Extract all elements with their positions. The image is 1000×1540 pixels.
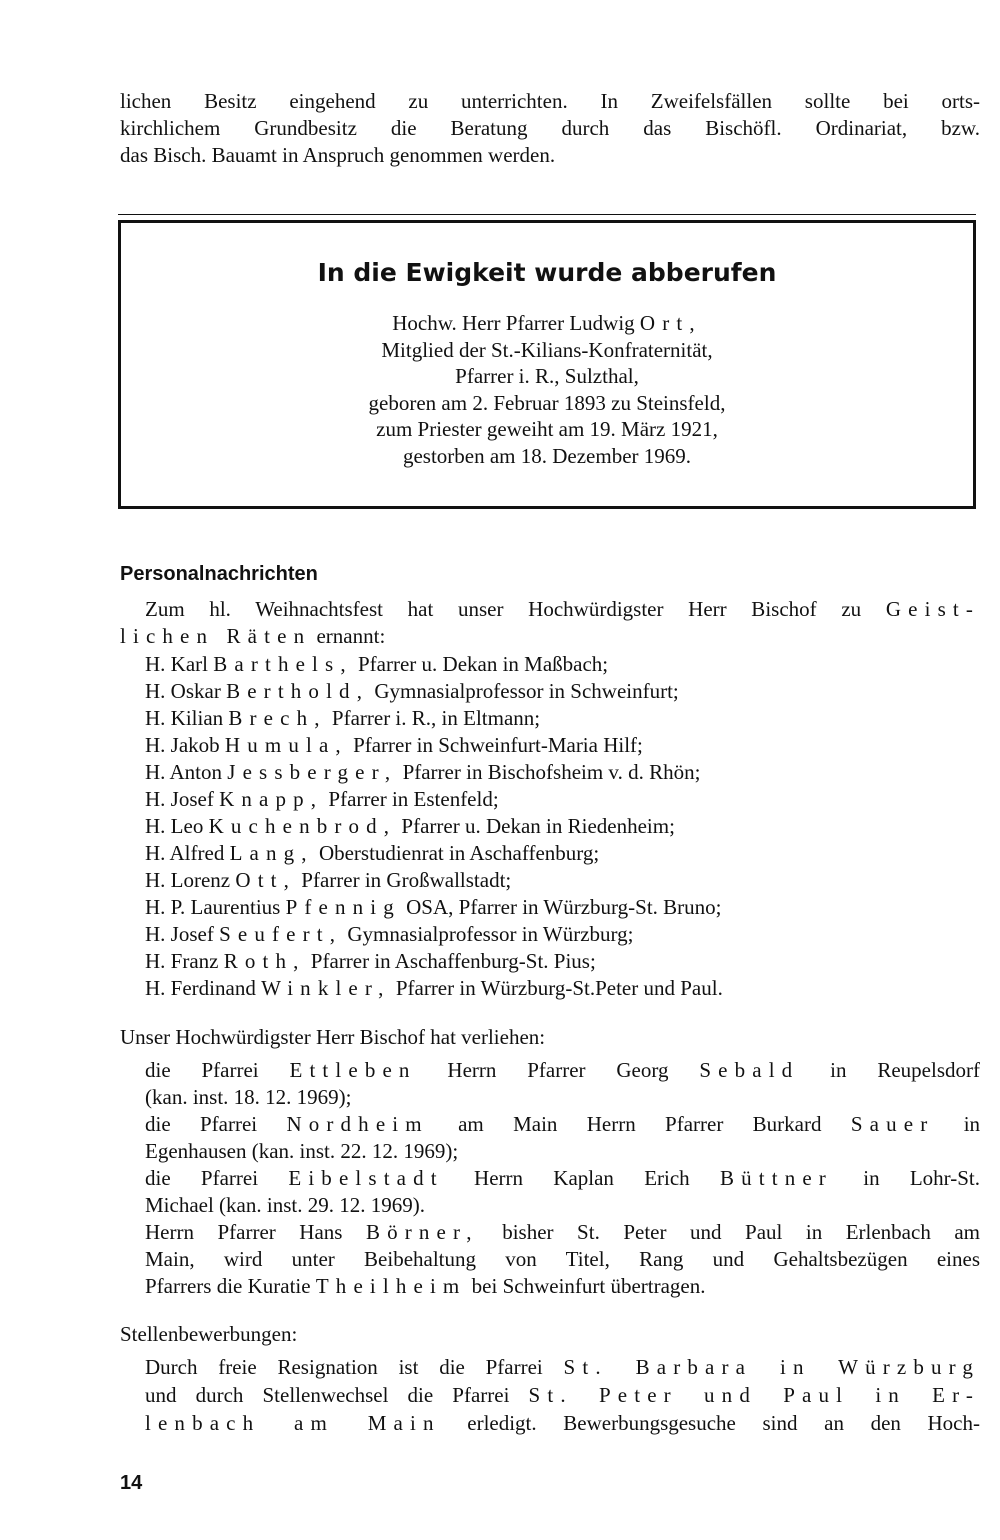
page-number: 14 (120, 1472, 143, 1494)
personal-intro-post: ernannt: (316, 624, 386, 648)
person-name: Sebald (699, 1058, 800, 1082)
personal-intro-text: Zum hl. Weihnachtsfest hat unser Hochwürdigster Herr Bischof zu (145, 597, 862, 621)
verliehen-heading-text: Unser Hochwürdigster Herr Bischof hat verliehen: (120, 1025, 546, 1049)
rat-title: H. Oskar (145, 679, 221, 703)
list-item (145, 732, 980, 759)
parish-name: Ettleben (289, 1058, 417, 1082)
obituary-line-1 (118, 310, 976, 337)
list-item (145, 705, 980, 732)
list-item (145, 975, 980, 1002)
text: Pfarrers die Kuratie (145, 1274, 311, 1298)
personal-intro-line-1 (120, 596, 980, 623)
stellen-line-2 (145, 1382, 980, 1409)
text: in (963, 1112, 981, 1136)
obituary-box (118, 214, 976, 510)
rat-position: Pfarrer in Würzburg-St.Peter und Paul. (395, 976, 723, 1000)
person-name: Sauer (850, 1112, 935, 1136)
obituary-line-4: geboren am 2. Februar 1893 zu Steinsfeld, (368, 390, 726, 415)
rat-title: H. Josef (145, 787, 214, 811)
rat-title: H. Alfred (145, 841, 225, 865)
verliehen-line-5 (145, 1165, 980, 1192)
verliehen-line-9 (145, 1273, 980, 1300)
rat-position: Pfarrer in Aschaffenburg-St. Pius; (310, 949, 596, 973)
rat-name: Lang, (229, 841, 314, 865)
rat-name: Ott, (235, 868, 297, 892)
rat-name: Knapp, (219, 787, 324, 811)
rat-title: H. Anton (145, 760, 223, 784)
text: in Lohr-St. (863, 1166, 981, 1190)
rat-title: H. P. Laurentius (145, 895, 281, 919)
text: bei Schweinfurt übertragen. (471, 1274, 706, 1298)
intro-line-2: kirchlichem Grundbesitz die Beratung durch das Bischöfl. Ordinariat, bzw. (120, 116, 980, 140)
stellen-block (145, 1354, 980, 1381)
rat-title: H. Karl (145, 652, 208, 676)
rat-position: OSA, Pfarrer in Würzburg-St. Bruno; (406, 895, 722, 919)
rat-name: Berthold, (226, 679, 370, 703)
intro-line-3: das Bisch. Bauamt in Anspruch genommen werden. (120, 143, 556, 167)
obituary-line-5: zum Priester geweiht am 19. März 1921, (376, 417, 718, 441)
rat-position: Pfarrer in Bischofsheim v. d. Rhön; (402, 760, 701, 784)
rat-title: H. Josef (145, 922, 214, 946)
list-item (145, 867, 980, 894)
list-item (145, 759, 980, 786)
verliehen-block (145, 1057, 980, 1300)
stellen-line-3 (145, 1410, 980, 1437)
list-item (145, 813, 980, 840)
stellen-heading (120, 1321, 980, 1348)
parish-name: St. Peter und Paul in Er- (528, 1383, 980, 1407)
list-item (145, 894, 980, 921)
text: die Pfarrei (145, 1058, 259, 1082)
list-item (145, 840, 980, 867)
list-item (145, 678, 980, 705)
rat-position: Pfarrer in Estenfeld; (328, 787, 499, 811)
stellen-block-cont (145, 1382, 980, 1409)
rat-name: Seufert, (219, 922, 343, 946)
verliehen-line-7 (145, 1219, 980, 1246)
parish-name: lenbach am Main (145, 1411, 441, 1435)
rat-position: Pfarrer u. Dekan in Riedenheim; (401, 814, 675, 838)
rat-position: Pfarrer in Großwallstadt; (301, 868, 512, 892)
text: Herrn Kaplan Erich (474, 1166, 690, 1190)
rat-name: Kuchenbrod, (208, 814, 397, 838)
text: Durch freie Resignation ist die Pfarrei (145, 1355, 543, 1379)
stellen-block-cont-2 (145, 1410, 980, 1437)
obituary-text (118, 310, 976, 469)
obituary-name-pre: Hochw. Herr Pfarrer Ludwig (392, 311, 635, 335)
box-top-rule (118, 220, 976, 223)
rat-name: Humula, (224, 733, 348, 757)
rat-title: H. Franz (145, 949, 219, 973)
text: in Reupelsdorf (830, 1058, 980, 1082)
section-heading-personal: Personalnachrichten (120, 563, 318, 585)
raete-list (145, 651, 980, 1002)
verliehen-line-1 (145, 1057, 980, 1084)
box-bottom-rule (118, 506, 976, 509)
list-item (145, 651, 980, 678)
rat-title: H. Kilian (145, 706, 224, 730)
stellen-line-1 (145, 1354, 980, 1381)
stellen-heading-text: Stellenbewerbungen: (120, 1322, 298, 1346)
rat-name: Barthels, (213, 652, 353, 676)
person-name: Börner, (365, 1220, 479, 1244)
rat-position: Gymnasialprofessor in Würzburg; (347, 922, 634, 946)
list-item (145, 948, 980, 975)
parish-name: St. Barbara in Würzburg (563, 1355, 981, 1379)
intro-line-1: lichen Besitz eingehend zu unterrichten. In Zweifelsfällen sollte bei orts- (120, 89, 980, 113)
personal-intro (120, 596, 980, 650)
rat-name: Winkler, (261, 976, 391, 1000)
rat-name: Jessberger, (227, 760, 398, 784)
rat-title: H. Lorenz (145, 868, 231, 892)
list-item (145, 786, 980, 813)
list-item (145, 921, 980, 948)
rat-title: H. Ferdinand (145, 976, 256, 1000)
parish-name: Theilheim (315, 1274, 467, 1298)
obituary-line-6: gestorben am 18. Dezember 1969. (402, 443, 692, 468)
obituary-line-3: Pfarrer i. R., Sulzthal, (455, 364, 639, 388)
rat-title: H. Leo (145, 814, 204, 838)
parish-name: Nordheim (286, 1112, 429, 1136)
person-name: Büttner (719, 1166, 833, 1190)
verliehen-line-8: Main, wird unter Beibehaltung von Titel, Rang und Gehaltsbezügen eines (145, 1247, 980, 1271)
rat-position: Pfarrer u. Dekan in Maßbach; (357, 652, 609, 676)
rat-title: H. Jakob (145, 733, 220, 757)
text: die Pfarrei (145, 1166, 259, 1190)
text: und durch Stellenwechsel die Pfarrei (145, 1383, 510, 1407)
rat-position: Gymnasialprofessor in Schweinfurt; (374, 679, 679, 703)
text: die Pfarrei (145, 1112, 258, 1136)
text: Herrn Pfarrer Georg (447, 1058, 669, 1082)
personal-intro-spaced-1: Geist- (885, 597, 980, 621)
obituary-line-2: Mitglied der St.-Kilians-Konfraternität, (381, 337, 713, 362)
text: bisher St. Peter und Paul in Erlenbach am (502, 1220, 980, 1244)
text: erledigt. Bewerbungsgesuche sind an den Hoch- (467, 1411, 980, 1435)
rat-position: Pfarrer in Schweinfurt-Maria Hilf; (353, 733, 643, 757)
obituary-name: Ort, (639, 311, 702, 335)
rat-name: Brech, (228, 706, 327, 730)
verliehen-line-6: Michael (kan. inst. 29. 12. 1969). (145, 1193, 425, 1217)
box-top-rule-thin (118, 214, 976, 215)
personal-intro-spaced-2: lichen Räten (120, 624, 312, 648)
obituary-title: In die Ewigkeit wurde abberufen (317, 258, 777, 287)
verliehen-line-4: Egenhausen (kan. inst. 22. 12. 1969); (145, 1139, 459, 1163)
rat-name: Pfennig (285, 895, 401, 919)
rat-name: Roth, (223, 949, 306, 973)
intro-paragraph (120, 88, 980, 169)
text: am Main Herrn Pfarrer Burkard (458, 1112, 822, 1136)
rat-position: Oberstudienrat in Aschaffenburg; (318, 841, 600, 865)
text: Herrn Pfarrer Hans (145, 1220, 343, 1244)
parish-name: Eibelstadt (288, 1166, 444, 1190)
verliehen-line-2: (kan. inst. 18. 12. 1969); (145, 1085, 352, 1109)
verliehen-heading (120, 1024, 980, 1051)
personal-intro-line-2 (120, 623, 980, 650)
verliehen-line-3 (145, 1111, 980, 1138)
rat-position: Pfarrer i. R., in Eltmann; (331, 706, 541, 730)
